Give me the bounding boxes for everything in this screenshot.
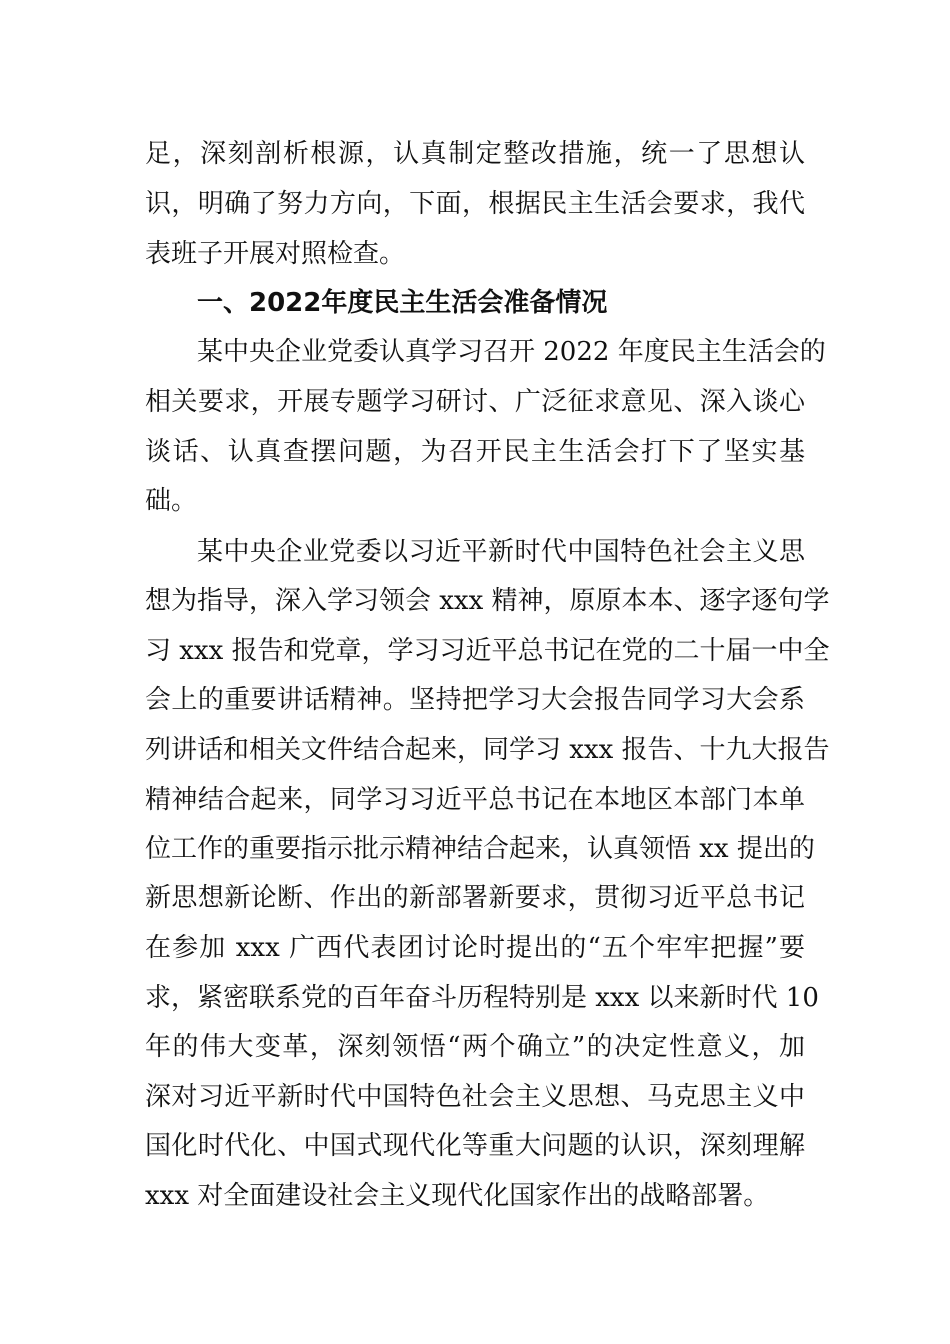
body-text-line: 础。: [145, 486, 198, 516]
body-text-line: xxx 对全面建设社会主义现代化国家作出的战略部署。: [145, 1181, 770, 1211]
section-heading: 一、2022年度民主生活会准备情况: [197, 288, 608, 318]
body-text-line: 想为指导，深入学习领会 xxx 精神，原原本本、逐字逐句学: [145, 586, 830, 616]
body-text-line: 识，明确了努力方向，下面，根据民主生活会要求，我代: [145, 189, 805, 219]
body-text-line: 在参加 xxx 广西代表团讨论时提出的“五个牢牢把握”要: [145, 933, 805, 963]
body-text-line: 求，紧密联系党的百年奋斗历程特别是 xxx 以来新时代 10: [145, 983, 819, 1013]
body-text-line: 位工作的重要指示批示精神结合起来，认真领悟 xx 提出的: [145, 834, 815, 864]
body-text-line: 某中央企业党委认真学习召开 2022 年度民主生活会的: [197, 337, 826, 367]
body-text-line: 列讲话和相关文件结合起来，同学习 xxx 报告、十九大报告: [145, 735, 830, 765]
body-text-line: 会上的重要讲话精神。坚持把学习大会报告同学习大会系: [145, 685, 805, 715]
body-text-line: 足，深刻剖析根源，认真制定整改措施，统一了思想认: [145, 139, 805, 169]
body-text-line: 谈话、认真查摆问题，为召开民主生活会打下了坚实基: [145, 437, 805, 467]
body-text-line: 年的伟大变革，深刻领悟“两个确立”的决定性意义，加: [145, 1032, 805, 1062]
body-text-line: 相关要求，开展专题学习研讨、广泛征求意见、深入谈心: [145, 387, 805, 417]
body-text-line: 精神结合起来，同学习习近平总书记在本地区本部门本单: [145, 785, 805, 815]
body-text-line: 习 xxx 报告和党章，学习习近平总书记在党的二十届一中全: [145, 636, 830, 666]
body-text-line: 深对习近平新时代中国特色社会主义思想、马克思主义中: [145, 1082, 805, 1112]
body-text-line: 国化时代化、中国式现代化等重大问题的认识，深刻理解: [145, 1131, 805, 1161]
body-text-line: 某中央企业党委以习近平新时代中国特色社会主义思: [197, 537, 805, 567]
body-text-line: 表班子开展对照检查。: [145, 239, 406, 269]
body-text-line: 新思想新论断、作出的新部署新要求，贯彻习近平总书记: [145, 883, 805, 913]
